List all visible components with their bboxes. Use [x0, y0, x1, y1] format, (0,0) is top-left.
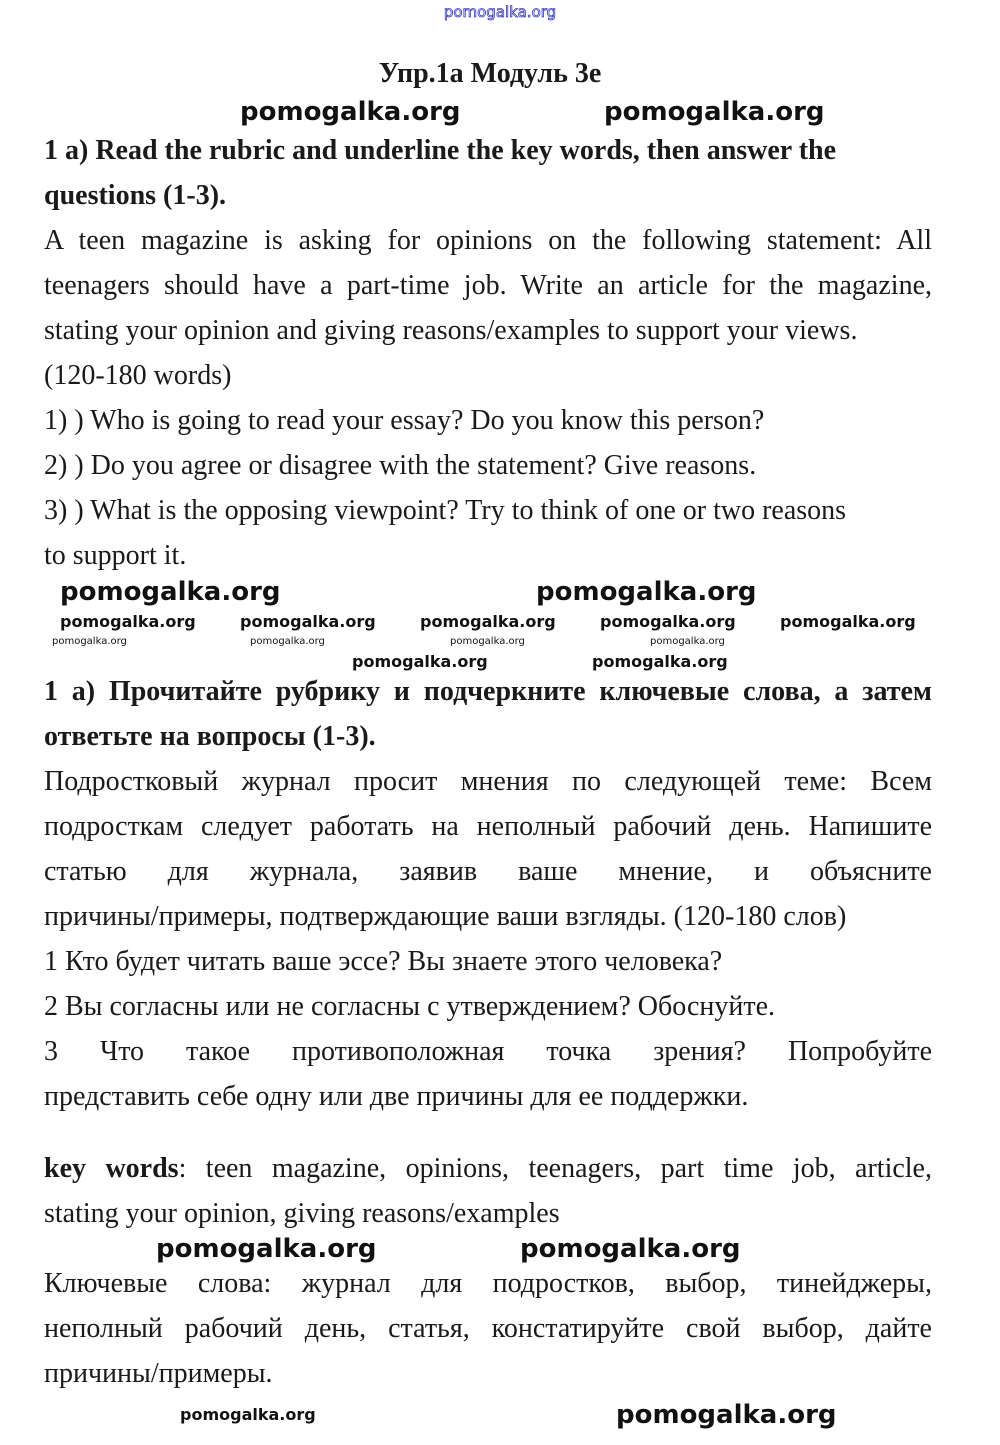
- watermark: pomogalka.org: [592, 652, 728, 671]
- watermark: pomogalka.org: [616, 1400, 837, 1430]
- key-words-line: stating your opinion, giving reasons/examples: [44, 1198, 560, 1229]
- question: 2) ) Do you agree or disagree with the statement? Give reasons.: [44, 450, 757, 481]
- watermark: pomogalka.org: [604, 97, 825, 127]
- task-heading-ru: ответьте на вопросы (1-3).: [44, 721, 376, 752]
- task-heading-en: questions (1-3).: [44, 180, 227, 211]
- question-ru: 1 Кто будет читать ваше эссе? Вы знаете этого человека?: [44, 946, 723, 977]
- question-ru: представить себе одну или две причины для ее поддержки.: [44, 1081, 749, 1112]
- watermark: pomogalka.org: [536, 577, 757, 607]
- key-words-line: [44, 1152, 932, 1186]
- watermark: pomogalka.org: [600, 612, 736, 631]
- rubric-line: A teen magazine is asking for opinions on the following statement: All: [44, 225, 932, 256]
- question: 1) ) Who is going to read your essay? Do you know this person?: [44, 405, 765, 436]
- watermark: pomogalka.org: [780, 612, 916, 631]
- watermark: pomogalka.org: [420, 612, 556, 631]
- rubric-line-ru: подросткам следует работать на неполный рабочий день. Напишите: [44, 811, 932, 842]
- watermark: pomogalka.org: [352, 652, 488, 671]
- question: to support it.: [44, 540, 187, 571]
- watermark: pomogalka.org: [520, 1234, 741, 1264]
- rubric-line: stating your opinion and giving reasons/examples to support your views.: [44, 315, 858, 346]
- question-ru: 3 Что такое противоположная точка зрения? Попробуйте: [44, 1036, 932, 1067]
- watermark: pomogalka.org: [450, 636, 525, 647]
- watermark: pomogalka.org: [250, 636, 325, 647]
- watermark: pomogalka.org: [60, 577, 281, 607]
- question: 3) ) What is the opposing viewpoint? Try to think of one or two reasons: [44, 495, 847, 526]
- key-words-text: : teen magazine, opinions, teenagers, part time job, article,: [178, 1153, 932, 1184]
- key-words-ru-line: причины/примеры.: [44, 1358, 273, 1389]
- rubric-line-ru: причины/примеры, подтверждающие ваши взгляды. (120-180 слов): [44, 901, 847, 932]
- rubric-line-ru: Подростковый журнал просит мнения по следующей теме: Всем: [44, 766, 932, 797]
- task-heading-ru: 1 а) Прочитайте рубрику и подчеркните ключевые слова, а затем: [44, 676, 932, 707]
- watermark: pomogalka.org: [240, 97, 461, 127]
- rubric-line: teenagers should have a part-time job. Write an article for the magazine,: [44, 270, 932, 301]
- rubric-line: (120-180 words): [44, 360, 232, 391]
- rubric-line-ru: статью для журнала, заявив ваше мнение, и объясните: [44, 856, 932, 887]
- watermark: pomogalka.org: [180, 1405, 316, 1424]
- watermark: pomogalka.org: [60, 612, 196, 631]
- key-words-label: key words: [44, 1153, 179, 1184]
- watermark: pomogalka.org: [240, 612, 376, 631]
- key-words-ru-line: неполный рабочий день, статья, констатируйте свой выбор, дайте: [44, 1313, 932, 1344]
- watermark: pomogalka.org: [156, 1234, 377, 1264]
- key-words-ru-line: Ключевые слова: журнал для подростков, выбор, тинейджеры,: [44, 1268, 932, 1299]
- task-heading-en: 1 a) Read the rubric and underline the key words, then answer the: [44, 135, 837, 166]
- page-title: Упр.1а Модуль 3е: [378, 58, 602, 89]
- watermark: pomogalka.org: [52, 636, 127, 647]
- watermark: pomogalka.org: [650, 636, 725, 647]
- question-ru: 2 Вы согласны или не согласны с утверждением? Обоснуйте.: [44, 991, 776, 1022]
- header-watermark: pomogalka.org: [443, 3, 557, 21]
